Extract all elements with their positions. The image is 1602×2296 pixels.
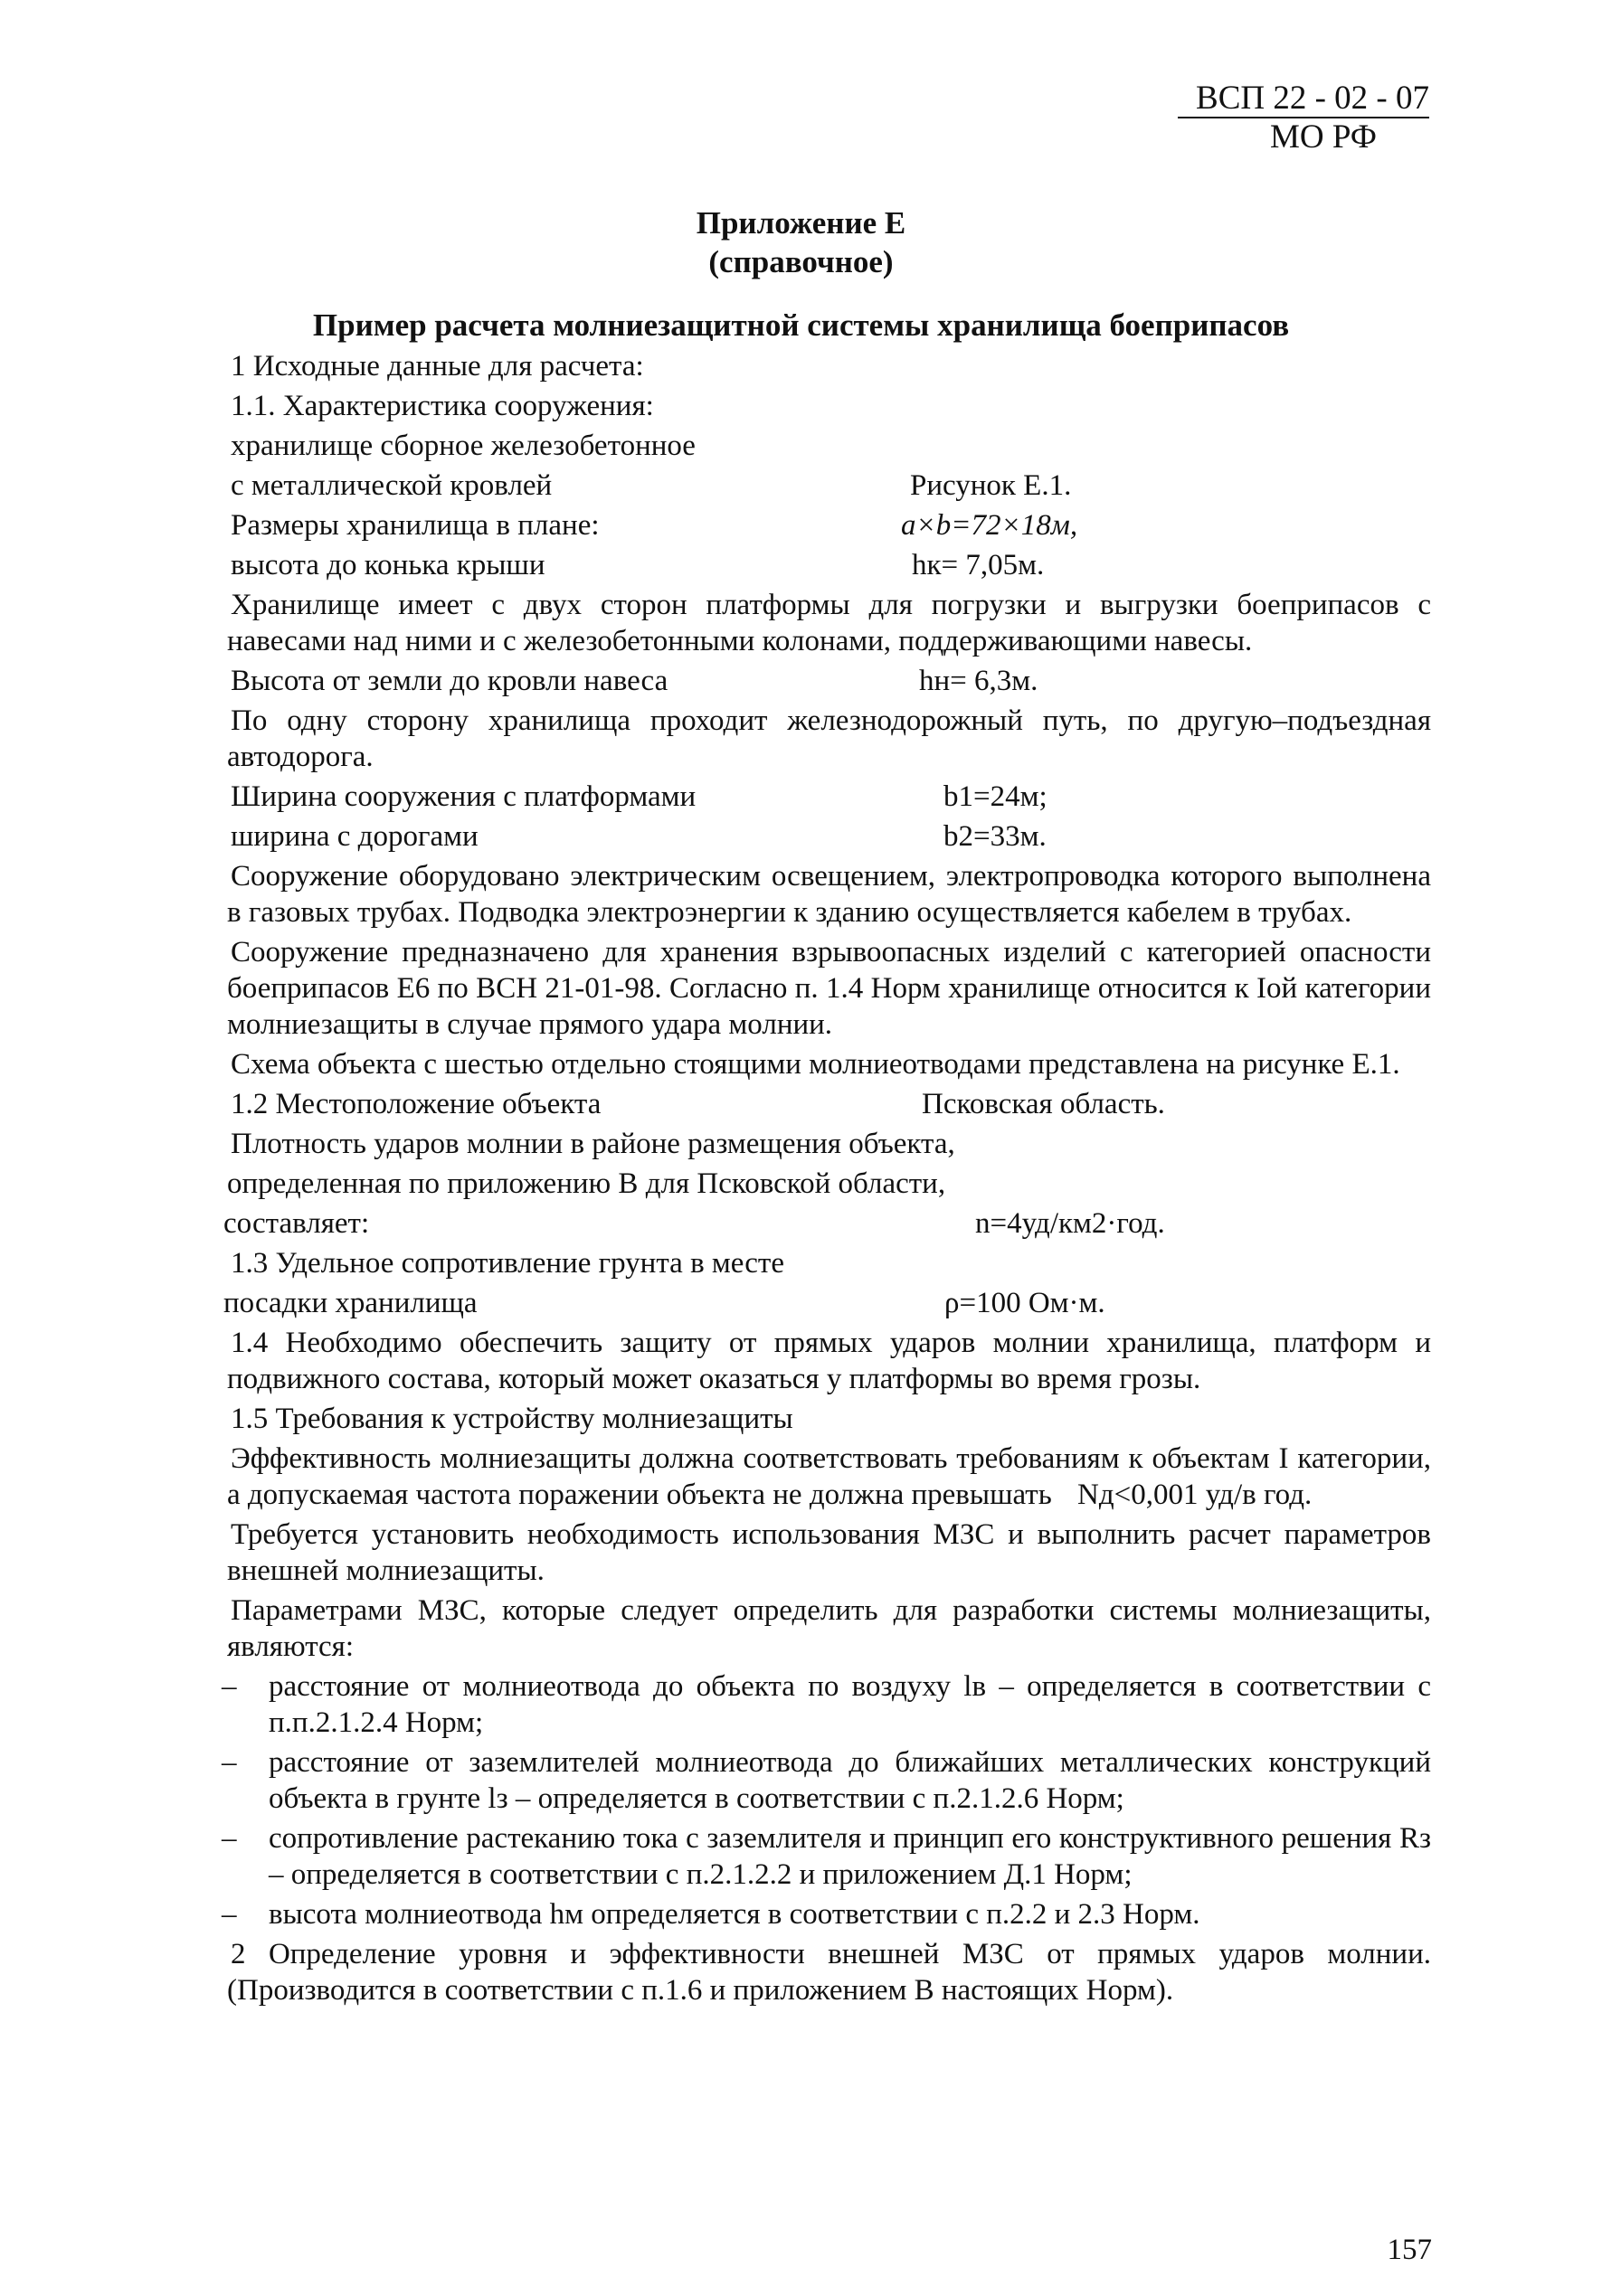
text-line: 1 Исходные данные для расчета: — [231, 350, 644, 383]
text-line: определенная по приложению В для Псковской области, — [227, 1167, 946, 1200]
param-value: hк= 7,05м. — [912, 549, 1045, 581]
param-label: составляет: — [223, 1207, 370, 1240]
bullet-dash: – — [222, 1898, 237, 1931]
param-label: с металлической кровлей — [231, 469, 553, 502]
paragraph: Параметрами МЗС, которые следует определить для разработки системы молниезащиты, являются: — [227, 1594, 1431, 1663]
param-value: hн= 6,3м. — [919, 665, 1038, 697]
param-row — [227, 663, 1431, 699]
paragraph: Сооружение оборудовано электрическим освещением, электропроводка которого выполнена в газовых трубах. Подводка электроэнергии к зданию осуществляется кабелем в трубах. — [227, 860, 1431, 929]
text-line: Плотность ударов молнии в районе размещения объекта, — [231, 1128, 955, 1160]
param-row — [227, 1086, 1431, 1122]
appendix-subtitle: (справочное) — [708, 244, 894, 279]
paragraph: 1.4 Необходимо обеспечить защиту от прямых ударов молнии хранилища, платформ и подвижного состава, который может оказаться у платформы во время грозы. — [227, 1327, 1431, 1395]
appendix-title: Приложение Е — [696, 205, 906, 241]
param-value: Рисунок Е.1. — [910, 469, 1072, 502]
param-row — [223, 1205, 1431, 1242]
paragraph: Сооружение предназначено для хранения взрывоопасных изделий с категорией опасности боеприпасов Е6 по ВСН 21-01-98. Согласно п. 1.4 Норм хранилище относится к Iой категории молниезащиты в случае прямого удара молнии. — [227, 936, 1431, 1041]
document-org: МО РФ — [1269, 118, 1377, 156]
bullet-dash: – — [222, 1822, 237, 1855]
param-row — [227, 468, 1431, 504]
param-row — [227, 818, 1431, 855]
text-line: 1.1. Характеристика сооружения: — [231, 390, 654, 422]
param-label: Размеры хранилища в плане: — [231, 509, 600, 542]
param-row — [227, 507, 1431, 543]
list-item — [222, 1896, 1431, 1932]
document-code: ВСП 22 - 02 - 07 — [1178, 80, 1429, 118]
param-label: 1.2 Местоположение объекта — [231, 1088, 602, 1120]
list-item-text: расстояние от заземлителей молниеотвода до ближайших металлических конструкций объекта в грунте lз – определяется в соответствии с п.2.1.2.6 Норм; — [269, 1746, 1431, 1815]
list-item-text: расстояние от молниеотвода до объекта по воздуху lв – определяется в соответствии с п.п.2.1.2.4 Норм; — [269, 1670, 1431, 1739]
param-value: a×b=72×18м, — [901, 509, 1078, 542]
param-value: n=4уд/км2·год. — [975, 1207, 1165, 1240]
param-row — [223, 1285, 1431, 1321]
param-label: Высота от земли до кровли навеса — [231, 665, 668, 697]
text-line: хранилище сборное железобетонное — [231, 430, 696, 462]
list-item — [222, 1744, 1431, 1817]
frequency-value: Nд<0,001 уд/в год. — [1077, 1479, 1313, 1511]
list-item — [222, 1820, 1431, 1893]
paragraph: Хранилище имеет с двух сторон платформы для погрузки и выгрузки боеприпасов с навесами над ними и с железобетонными колонами, поддерживающими навесы. — [227, 589, 1431, 657]
param-label: Ширина сооружения с платформами — [231, 780, 697, 813]
text-line: 1.5 Требования к устройству молниезащиты — [231, 1403, 793, 1435]
list-item — [222, 1668, 1431, 1741]
paragraph: Требуется установить необходимость использования МЗС и выполнить расчет параметров внешней молниезащиты. — [227, 1518, 1431, 1587]
parameter-list — [222, 1668, 1431, 1932]
param-value: ρ=100 Ом·м. — [944, 1287, 1105, 1319]
paragraph — [227, 1441, 1431, 1513]
document-header — [1178, 80, 1429, 156]
paragraph: 2 Определение уровня и эффективности внешней МЗС от прямых ударов молнии. (Производится в соответствии с п.1.6 и приложением В настоящих Норм). — [227, 1938, 1431, 2007]
bullet-dash: – — [222, 1746, 237, 1779]
param-value: b2=33м. — [943, 820, 1047, 853]
section-heading: Пример расчета молниезащитной системы хранилища боеприпасов — [312, 307, 1290, 343]
param-row — [227, 779, 1431, 815]
paragraph: Схема объекта с шестью отдельно стоящими молниеотводами представлена на рисунке Е.1. — [231, 1048, 1400, 1081]
param-value: b1=24м; — [943, 780, 1047, 813]
param-value: Псковская область. — [922, 1088, 1165, 1120]
text-line: 1.3 Удельное сопротивление грунта в месте — [231, 1247, 784, 1280]
param-label: ширина с дорогами — [231, 820, 479, 853]
page-number: 157 — [1387, 2234, 1432, 2266]
document-body — [222, 348, 1431, 2012]
paragraph: По одну сторону хранилища проходит железнодорожный путь, по другую–подъездная автодорога. — [227, 704, 1431, 773]
param-label: высота до конька крыши — [231, 549, 545, 581]
param-row — [227, 547, 1431, 583]
param-label: посадки хранилища — [223, 1287, 478, 1319]
list-item-text: высота молниеотвода hм определяется в соответствии с п.2.2 и 2.3 Норм. — [269, 1898, 1200, 1931]
bullet-dash: – — [222, 1670, 237, 1703]
list-item-text: сопротивление растеканию тока с заземлителя и принцип его конструктивного решения Rз – определяется в соответствии с п.2.1.2.2 и приложением Д.1 Норм; — [269, 1822, 1431, 1891]
paragraph-text: Эффективность молниезащиты должна соответствовать требованиям к объектам I категории, а допускаемая частота поражении объекта не должна превышать — [227, 1442, 1431, 1511]
